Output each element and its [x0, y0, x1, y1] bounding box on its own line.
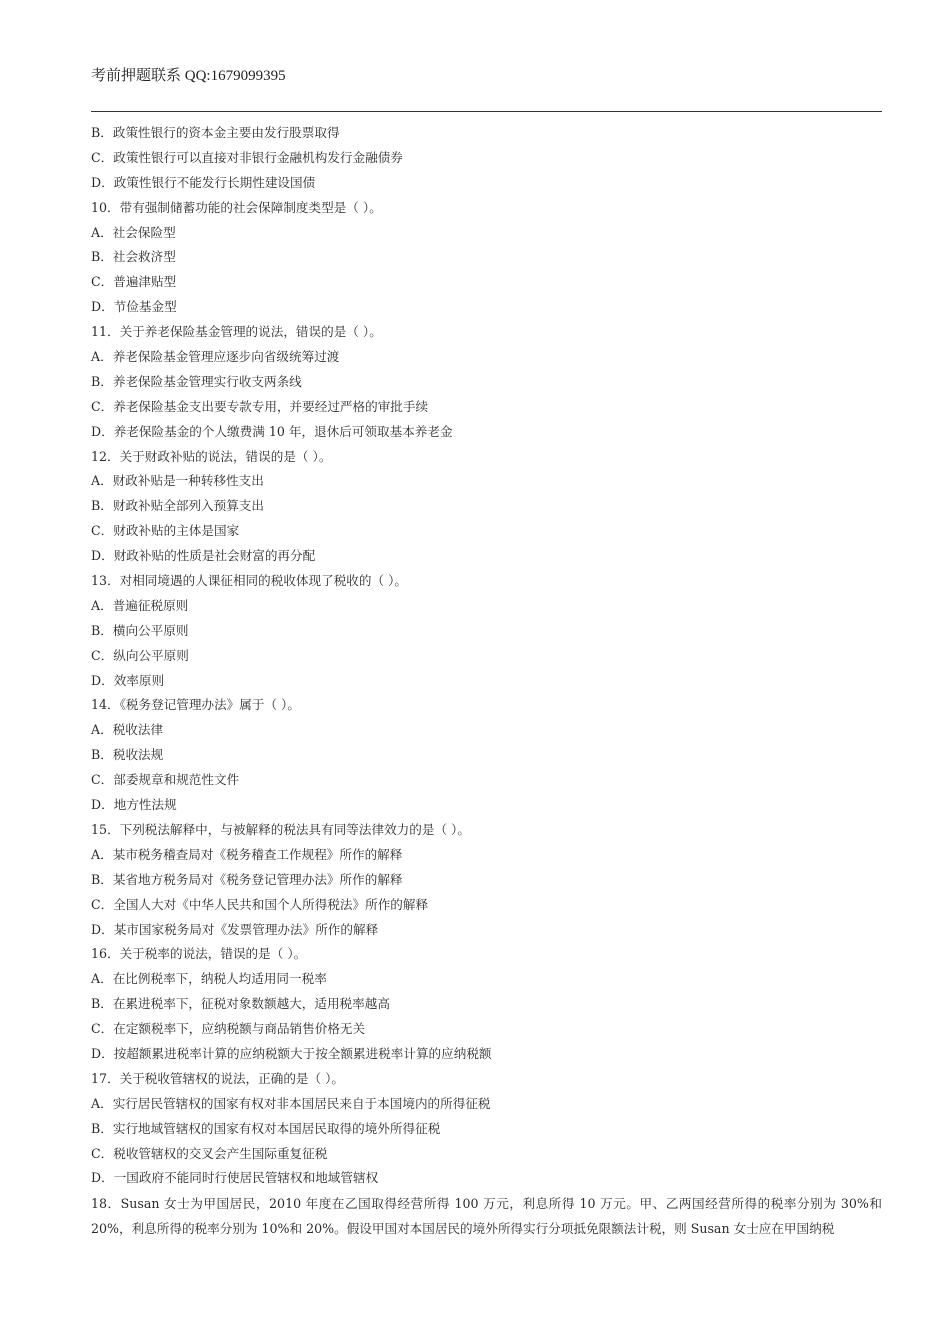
text-line: C．部委规章和规范性文件	[91, 772, 240, 788]
text-line: C．养老保险基金支出要专款专用，并要经过严格的审批手续	[91, 398, 429, 414]
text-line: A．养老保险基金管理应逐步向省级统筹过渡	[91, 349, 340, 365]
text-line: A．财政补贴是一种转移性支出	[91, 473, 264, 489]
text-line: A．普遍征税原则	[91, 597, 189, 613]
text-line: D．效率原则	[91, 672, 165, 688]
text-line: C．政策性银行可以直接对非银行金融机构发行金融债券	[91, 149, 403, 165]
text-line: A．税收法律	[91, 722, 164, 738]
text-line: 10．带有强制储蓄功能的社会保障制度类型是（ ）。	[91, 199, 382, 215]
text-line: B．社会救济型	[91, 249, 176, 265]
question-18-text: 18．Susan 女士为甲国居民，2010 年度在乙国取得经营所得 100 万元，利息所得 10 万元。甲、乙两国经营所得的税率分别为 30%和 20%，利息所得的税率分别为 10%和 20%。假设甲国对本国居民的境外所得实行分项抵免限额法计税，则 Susan 女士应在甲国纳税	[91, 1196, 882, 1237]
text-line: C．纵向公平原则	[91, 647, 189, 663]
text-line: 14．《税务登记管理办法》属于（ ）。	[91, 697, 300, 713]
text-line: A．在比例税率下，纳税人均适用同一税率	[91, 971, 327, 987]
text-line: D．政策性银行不能发行长期性建设国债	[91, 174, 316, 190]
text-line: C．在定额税率下，应纳税额与商品销售价格无关	[91, 1021, 366, 1037]
text-line: C．全国人大对《中华人民共和国个人所得税法》所作的解释	[91, 896, 429, 912]
text-line: B．某省地方税务局对《税务登记管理办法》所作的解释	[91, 871, 403, 887]
text-line: A．社会保险型	[91, 224, 176, 240]
text-line: 12．关于财政补贴的说法，错误的是（ ）。	[91, 448, 332, 464]
text-line: B．财政补贴全部列入预算支出	[91, 498, 264, 514]
question-list	[91, 121, 882, 1191]
text-line: A．实行居民管辖权的国家有权对非本国居民来自于本国境内的所得征税	[91, 1095, 491, 1111]
text-line: D．养老保险基金的个人缴费满 10 年，退休后可领取基本养老金	[91, 423, 453, 439]
text-line: D．某市国家税务局对《发票管理办法》所作的解释	[91, 921, 379, 937]
text-line: 16．关于税率的说法，错误的是（ ）。	[91, 946, 307, 962]
text-line: D．节俭基金型	[91, 299, 177, 315]
text-line: 17．关于税收管辖权的说法，正确的是（ ）。	[91, 1070, 345, 1086]
header-divider	[91, 111, 882, 112]
text-line: C．税收管辖权的交叉会产生国际重复征税	[91, 1145, 328, 1161]
text-line: B．税收法规	[91, 747, 164, 763]
text-line: 15．下列税法解释中，与被解释的税法具有同等法律效力的是（ ）。	[91, 821, 470, 837]
text-line: C．普遍津贴型	[91, 274, 177, 290]
text-line: C．财政补贴的主体是国家	[91, 523, 240, 539]
text-line: B．政策性银行的资本金主要由发行股票取得	[91, 125, 340, 140]
text-line: B．实行地域管辖权的国家有权对本国居民取得的境外所得征税	[91, 1120, 441, 1136]
text-line: D．按超额累进税率计算的应纳税额大于按全额累进税率计算的应纳税额	[91, 1045, 492, 1061]
text-line: 13．对相同境遇的人课征相同的税收体现了税收的（ ）。	[91, 573, 407, 589]
text-line: B．横向公平原则	[91, 622, 189, 638]
text-line: A．某市税务稽查局对《税务稽查工作规程》所作的解释	[91, 846, 403, 862]
text-line: D．一国政府不能同时行使居民管辖权和地域管辖权	[91, 1170, 379, 1186]
text-line: D．财政补贴的性质是社会财富的再分配	[91, 548, 316, 564]
text-line: B．在累进税率下，征税对象数额越大，适用税率越高	[91, 996, 390, 1012]
document-body	[91, 121, 882, 1241]
text-line: B．养老保险基金管理实行收支两条线	[91, 373, 302, 389]
text-line: D．地方性法规	[91, 797, 177, 813]
text-line: 11．关于养老保险基金管理的说法，错误的是（ ）。	[91, 324, 382, 340]
page-header: 考前押题联系 QQ:1679099395	[91, 68, 286, 84]
